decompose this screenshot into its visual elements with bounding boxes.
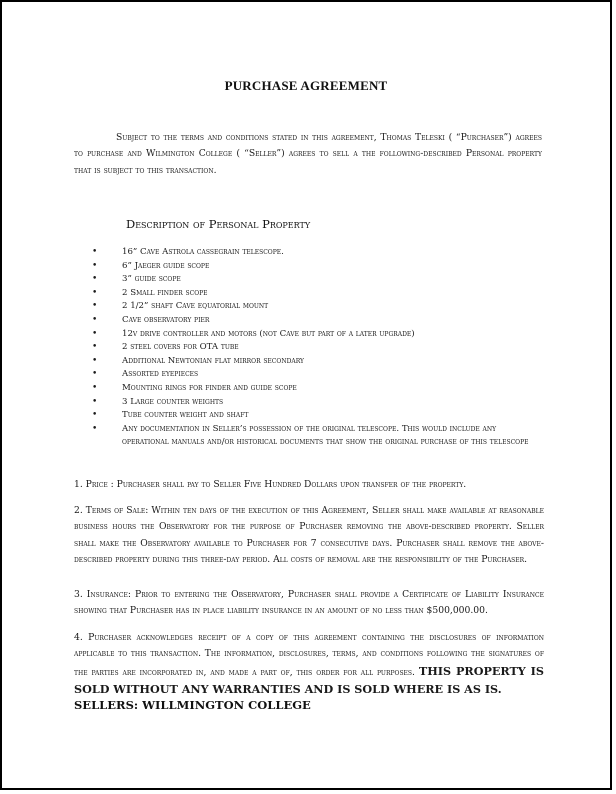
as-is-notice: THIS PROPERTY IS SOLD WITHOUT ANY WARRANTIES AND IS SOLD WHERE IS AS IS. — [74, 663, 544, 697]
list-item: • 2 Small finder scope — [92, 287, 542, 301]
document-title: PURCHASE AGREEMENT — [224, 78, 388, 93]
bullet-icon: • — [92, 260, 98, 271]
list-item: • Assorted eyepieces — [92, 368, 542, 382]
section-acknowledgement — [74, 630, 544, 700]
list-item: • 3” guide scope — [92, 273, 542, 287]
list-item: • 12v drive controller and motors (not Cave but part of a later upgrade) — [92, 328, 542, 342]
description-heading: Description of Personal Property — [126, 217, 311, 231]
list-item: • Any documentation in Seller’s possession of the original telescope. This would include any operational manuals and/or historical documents that show the original purchase of this telescope — [92, 423, 529, 448]
bullet-icon: • — [92, 287, 98, 298]
acknowledgement-text: 4. Purchaser acknowledges receipt of a copy of this agreement containing the disclosures of information applicable to this transaction. The information, disclosures, terms, and conditions following the signatures of the parties are incorporated in, and made a part of, this order for all purposes. — [74, 632, 544, 678]
section-price: 1. Price : Purchaser shall pay to Seller Five Hundred Dollars upon transfer of the property. — [74, 479, 467, 490]
sellers-line: SELLERS: WILLMINGTON COLLEGE — [74, 698, 311, 712]
bullet-icon: • — [92, 301, 98, 312]
list-item: • Tube counter weight and shaft — [92, 409, 542, 423]
section-terms-of-sale: 2. Terms of Sale: Within ten days of the execution of this Agreement, Seller shall make available at reasonable business hours the Observatory for the purpose of Purchaser removing the above-described property. Seller shall make the Observatory available to Purchaser for 7 consecutive days. Purchaser shall remove the above-described property during this three-day period. All costs of removal are the responsibility of the Purchaser. — [74, 505, 544, 566]
bullet-icon: • — [92, 274, 98, 285]
bullet-icon: • — [92, 396, 98, 407]
bullet-icon: • — [92, 410, 98, 421]
list-item: • 6” Jaeger guide scope — [92, 260, 542, 274]
list-item: • 16” Cave Astrola cassegrain telescope. — [92, 246, 542, 260]
bullet-icon: • — [92, 328, 98, 339]
section-insurance: 3. Insurance: Prior to entering the Observatory, Purchaser shall provide a Certificate of Liability Insurance showing that Purchaser has in place liability insurance in an amount of no less than $500,000.00. — [74, 589, 544, 617]
bullet-icon: • — [92, 369, 98, 380]
bullet-icon: • — [92, 355, 98, 366]
bullet-icon: • — [92, 342, 98, 353]
list-item: • Mounting rings for finder and guide scope — [92, 382, 542, 396]
bullet-icon: • — [92, 382, 98, 393]
list-item: • Additional Newtonian flat mirror secondary — [92, 355, 542, 369]
intro-paragraph: Subject to the terms and conditions stated in this agreement, Thomas Teleski ( “Purchaser”) agrees to purchase and Wilmington College ( “Seller”) agrees to sell a the following-described Personal property that is subject to this transaction. — [74, 132, 542, 176]
list-item: • 2 1/2” shaft Cave equatorial mount — [92, 300, 542, 314]
bullet-icon: • — [92, 423, 98, 434]
list-item: • 3 Large counter weights — [92, 396, 542, 410]
property-list — [92, 246, 542, 450]
bullet-icon: • — [92, 247, 98, 257]
bullet-icon: • — [92, 314, 98, 325]
list-item: • Cave observatory pier — [92, 314, 542, 328]
list-item: • 2 steel covers for OTA tube — [92, 341, 542, 355]
